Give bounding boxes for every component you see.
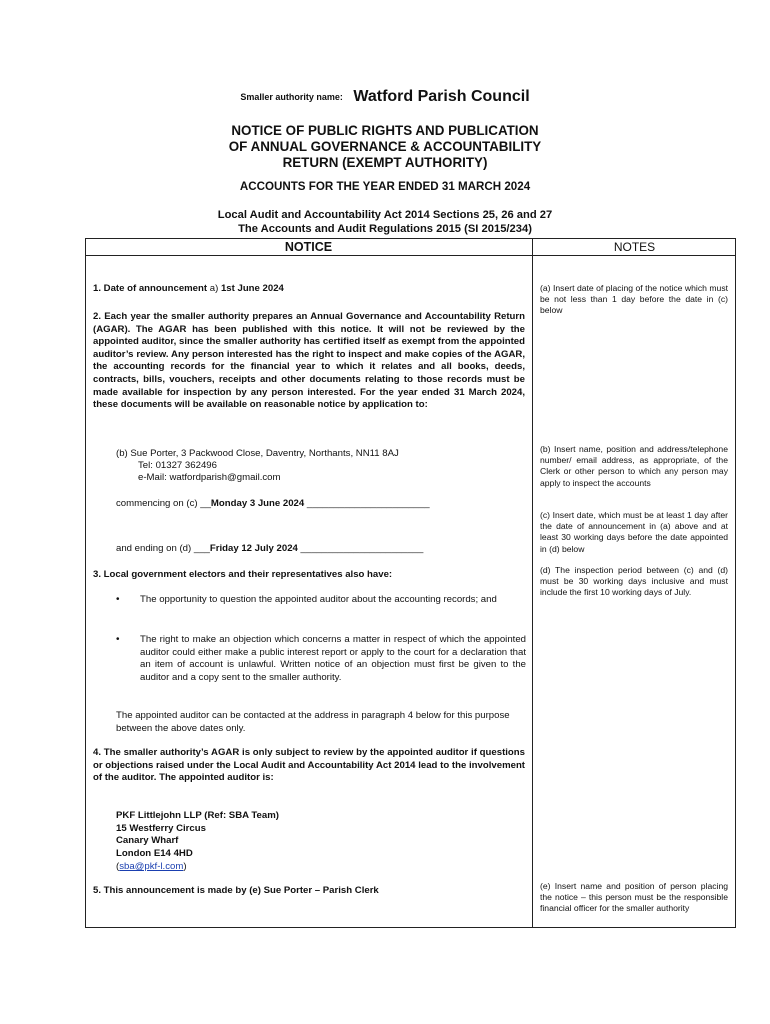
title-line-3: RETURN (EXEMPT AUTHORITY) bbox=[282, 155, 488, 170]
authority-line bbox=[0, 88, 770, 106]
act-line-2: The Accounts and Audit Regulations 2015 (SI 2015/234) bbox=[238, 222, 532, 235]
bullet-icon: • bbox=[116, 594, 120, 605]
announcement-label: 1. Date of announcement bbox=[93, 283, 208, 294]
paragraph-4: 4. The smaller authority’s AGAR is only subject to review by the appointed auditor if questions or objections raised under the Local Audit and Accountability Act 2014 lead to the involvement of the auditor. The appointed auditor is: bbox=[93, 747, 525, 784]
commencing-blank: _______________________ bbox=[304, 498, 430, 509]
authority-label: Smaller authority name: bbox=[240, 92, 343, 102]
paragraph-5: 5. This announcement is made by (e) Sue Porter – Parish Clerk bbox=[93, 885, 379, 896]
paragraph-3: 3. Local government electors and their representatives also have: bbox=[93, 569, 393, 580]
auditor-email-line: (sba@pkf-l.com) bbox=[116, 861, 187, 872]
auditor-line-4: London E14 4HD bbox=[116, 847, 193, 859]
note-d: (d) The inspection period between (c) and (d) must be 30 working days inclusive and must include the first 10 working days of July. bbox=[540, 565, 728, 598]
ending-blank: _______________________ bbox=[297, 543, 424, 554]
notes-column-header: NOTES bbox=[613, 240, 656, 254]
contact-block bbox=[116, 448, 526, 484]
announcement-marker: a) bbox=[209, 283, 219, 294]
commencing-prefix: commencing on (c) __ bbox=[116, 498, 211, 509]
commencing-line bbox=[116, 498, 526, 511]
auditor-line-2: 15 Westferry Circus bbox=[116, 822, 206, 834]
auditor-email-link[interactable]: sba@pkf-l.com bbox=[119, 861, 184, 872]
contact-telephone: Tel: 01327 362496 bbox=[138, 460, 217, 471]
auditor-address bbox=[116, 810, 526, 860]
note-a: (a) Insert date of placing of the notice which must be not less than 1 day before the date in (c) below bbox=[540, 283, 728, 316]
notice-column-header: NOTICE bbox=[284, 240, 333, 254]
bullet-objection-right: The right to make an objection which concerns a matter in respect of which the appointed auditor could either make a public interest report or apply to the court for a declaration that an item of account is unlawful. Written notice of an objection must first be given to the auditor and a copy sent to the smaller authority. bbox=[140, 634, 526, 683]
auditor-line-3: Canary Wharf bbox=[116, 835, 179, 847]
bullet-icon: • bbox=[116, 634, 120, 645]
note-e: (e) Insert name and position of person placing the notice – this person must be the responsible financial officer for the smaller authority bbox=[540, 881, 728, 914]
announcement-date: 1st June 2024 bbox=[220, 283, 284, 294]
column-divider bbox=[532, 238, 533, 928]
accounts-subtitle: ACCOUNTS FOR THE YEAR ENDED 31 MARCH 2024 bbox=[239, 180, 531, 193]
bullet-question-auditor: The opportunity to question the appointed auditor about the accounting records; and bbox=[140, 594, 497, 605]
paragraph-2: 2. Each year the smaller authority prepares an Annual Governance and Accountability Return (AGAR). The AGAR has been published with this notice. It will not be reviewed by the appointed auditor, since the smaller authority has certified itself as exempt from the appointed auditor’s review. Any person interested has the right to inspect and make copies of the AGAR, the accounting records for the financial year to which it relates and all books, deeds, contracts, bills, vouchers, receipts and other documents relating to those records must be made available for inspection by any person interested. For the year ended 31 March 2024, these documents will be available on reasonable notice by application to: bbox=[93, 311, 525, 411]
note-c: (c) Insert date, which must be at least 1 day after the date of announcement in (a) above and at least 30 working days before the date appointed in (d) below bbox=[540, 510, 728, 554]
note-b: (b) Insert name, position and address/telephone number/ email address, as appropriate, of the Clerk or other person to which any person may apply to inspect the accounts bbox=[540, 444, 728, 488]
contact-address: (b) Sue Porter, 3 Packwood Close, Daventry, Northants, NN11 8AJ bbox=[116, 448, 399, 459]
auditor-contact-text: The appointed auditor can be contacted at the address in paragraph 4 below for this purpose between the above dates only. bbox=[116, 710, 510, 734]
title-line-2: OF ANNUAL GOVERNANCE & ACCOUNTABILITY bbox=[228, 139, 542, 154]
act-line-1: Local Audit and Accountability Act 2014 Sections 25, 26 and 27 bbox=[217, 209, 553, 221]
ending-prefix: and ending on (d) ___ bbox=[116, 543, 210, 554]
contact-email: e-Mail: watfordparish@gmail.com bbox=[138, 472, 281, 483]
authority-name: Watford Parish Council bbox=[353, 88, 530, 105]
ending-line bbox=[116, 543, 526, 556]
title-line-1: NOTICE OF PUBLIC RIGHTS AND PUBLICATION bbox=[231, 123, 539, 138]
legislation-references bbox=[0, 209, 770, 236]
auditor-line-1: PKF Littlejohn LLP (Ref: SBA Team) bbox=[116, 810, 279, 821]
ending-date: Friday 12 July 2024 bbox=[209, 543, 298, 554]
paragraph-1 bbox=[93, 283, 525, 296]
document-title bbox=[0, 123, 770, 171]
commencing-date: Monday 3 June 2024 bbox=[210, 498, 305, 509]
